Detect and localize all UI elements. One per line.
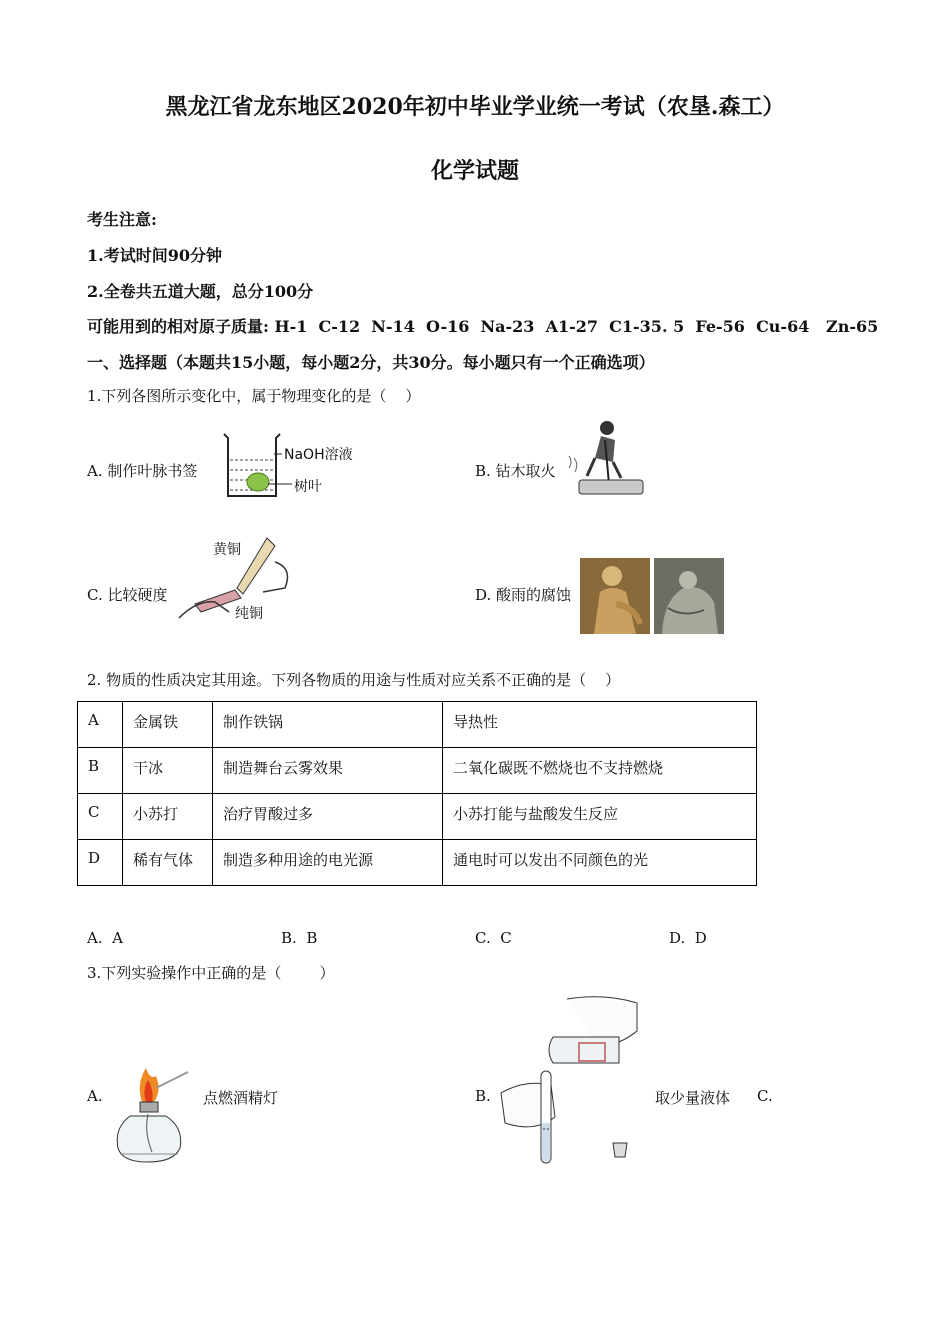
row-property: 通电时可以发出不同颜色的光	[443, 840, 757, 886]
q1-option-b: B. 钻木取火	[475, 462, 556, 480]
beaker-leaf-figure	[218, 430, 368, 506]
exam-subtitle: 化学试题	[430, 158, 519, 184]
notice-item-2: 2.全卷共五道大题，总分100分	[87, 282, 314, 301]
row-property: 导热性	[443, 702, 757, 748]
row-property: 二氧化碳既不燃烧也不支持燃烧	[443, 748, 757, 794]
table-row	[78, 840, 757, 886]
pour-liquid-figure	[495, 993, 645, 1172]
copper-label: 纯铜	[235, 606, 263, 622]
row-substance: 干冰	[123, 748, 213, 794]
acid-rain-statue-photo-2	[654, 558, 724, 638]
naoh-label: NaOH溶液	[284, 447, 353, 463]
row-substance: 稀有气体	[123, 840, 213, 886]
row-key: C	[78, 794, 123, 840]
row-use: 制造多种用途的电光源	[213, 840, 443, 886]
alcohol-lamp-figure	[108, 1062, 192, 1174]
q3-stem: 3.下列实验操作中正确的是（ ）	[87, 964, 335, 982]
q1-option-a: A. 制作叶脉书签	[87, 462, 198, 480]
row-key: D	[78, 840, 123, 886]
q2-choice-b: B. B	[281, 929, 318, 947]
table-row	[78, 794, 757, 840]
leaf-label: 树叶	[294, 479, 322, 495]
notice-heading: 考生注意:	[87, 210, 157, 229]
row-use: 治疗胃酸过多	[213, 794, 443, 840]
q1-option-d: D. 酸雨的腐蚀	[475, 586, 572, 604]
q1-stem: 1.下列各图所示变化中，属于物理变化的是（ ）	[87, 387, 421, 405]
q3-option-a-letter: A.	[87, 1087, 103, 1105]
row-substance: 小苏打	[123, 794, 213, 840]
notice-item-1: 1.考试时间90分钟	[87, 246, 222, 265]
drill-fire-figure	[565, 418, 650, 504]
row-key: A	[78, 702, 123, 748]
q2-stem: 2. 物质的性质决定其用途。下列各物质的用途与性质对应关系不正确的是（ ）	[87, 671, 621, 689]
q2-choice-a: A. A	[87, 929, 123, 947]
row-property: 小苏打能与盐酸发生反应	[443, 794, 757, 840]
brass-label: 黄铜	[213, 542, 241, 558]
table-row	[78, 702, 757, 748]
table-row	[78, 748, 757, 794]
row-substance: 金属铁	[123, 702, 213, 748]
q2-choice-d: D. D	[669, 929, 707, 947]
section-1-heading: 一、选择题（本题共15小题，每小题2分，共30分。每小题只有一个正确选项）	[87, 353, 655, 372]
row-use: 制作铁锅	[213, 702, 443, 748]
q2-choice-c: C. C	[475, 929, 512, 947]
q3-option-c-letter: C.	[757, 1087, 773, 1105]
q3-option-b-letter: B.	[475, 1087, 491, 1105]
acid-rain-statue-photo-1	[580, 558, 650, 638]
q3-option-a-text: 点燃酒精灯	[203, 1089, 279, 1107]
q2-table	[77, 701, 757, 886]
q1-option-c: C. 比较硬度	[87, 586, 168, 604]
atomic-masses: 可能用到的相对原子质量: H-1 C-12 N-14 O-16 Na-23 A1-27 C1-35. 5 Fe-56 Cu-64 Zn-65	[87, 317, 879, 336]
q3-option-b-text: 取少量液体	[655, 1089, 731, 1107]
exam-title: 黑龙江省龙东地区2020年初中毕业学业统一考试（农垦.森工）	[165, 94, 785, 120]
row-use: 制造舞台云雾效果	[213, 748, 443, 794]
row-key: B	[78, 748, 123, 794]
